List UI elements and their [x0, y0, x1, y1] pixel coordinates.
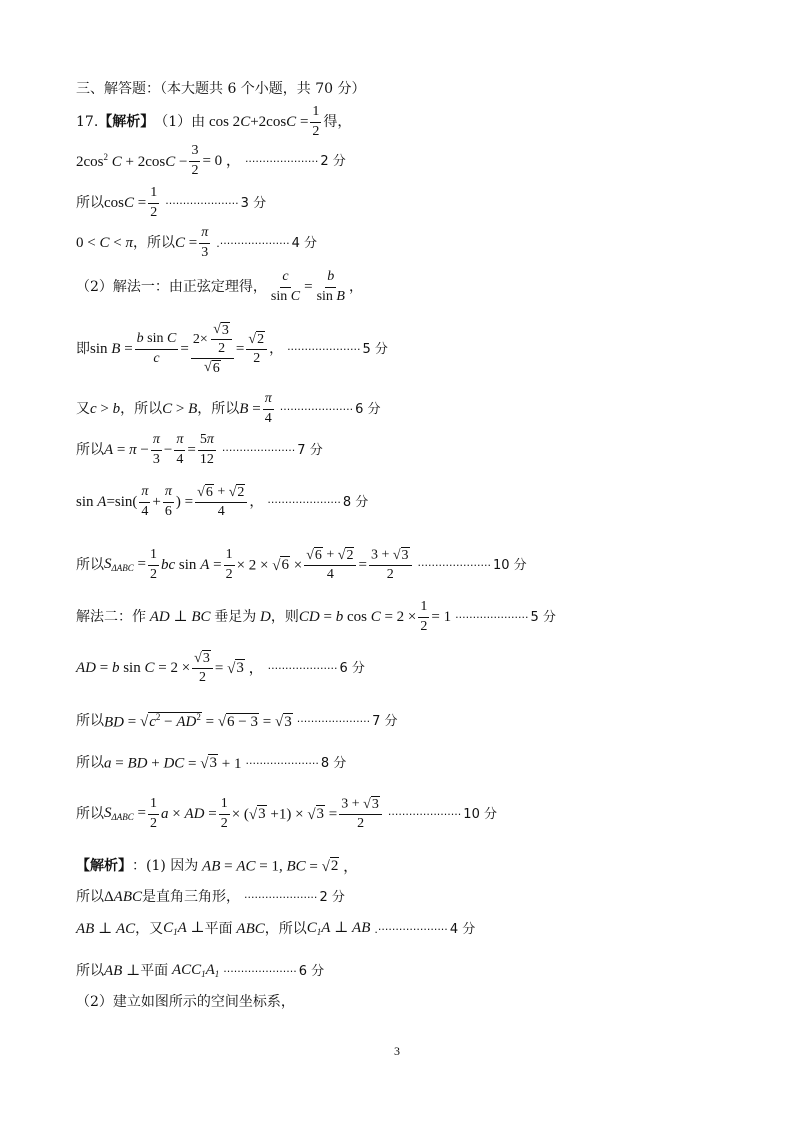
fraction: √ 6 + √ 2 4: [304, 547, 356, 582]
fraction: $\frac{1}{2}$: [420, 599, 428, 634]
formula: cos 2C+2cosC =: [208, 113, 309, 130]
q17-line-1: 17. 【解析】 （1）由 cos 2C+2cosC = $\frac{1}{2}$ 得，: [76, 104, 352, 139]
fraction: $\frac{\pi}{6}$: [164, 484, 172, 519]
fraction: $\frac{3}{2}$: [191, 143, 199, 178]
dot-leader: ·····················: [387, 807, 462, 821]
page-number: 3: [394, 1044, 400, 1058]
q17-line-4: 0 < C < π ，所以 C = $\frac{\pi}{3}$ .···················· 4 分: [76, 225, 318, 260]
q17-line-10: 所以 $S_{\Delta ABC}$ = $\frac{1}{2}$ bc sin A = $\frac{1}{2}$ × 2 × √ 6 × √ 6 + √ 2 4 = 3 + √ 3 2 ····················· 10 分: [76, 547, 527, 582]
dot-leader: ·····················: [296, 714, 371, 728]
dot-leader: ·····················: [221, 443, 296, 457]
dot-leader: .····················: [374, 922, 448, 936]
q18-line-2: 所以 ΔABC 是直角三角形， ····················· 2 分: [76, 888, 345, 905]
dot-leader: ·····················: [244, 890, 318, 904]
dot-leader: ·····················: [287, 342, 361, 356]
fraction: 3 + √ 3 2: [339, 796, 382, 831]
dot-leader: ·····················: [223, 964, 297, 978]
fraction: √ 2 2: [246, 331, 267, 366]
fraction: $\frac{\pi}{3}$: [152, 432, 160, 467]
fraction: $\frac{1}{2}$: [225, 547, 233, 582]
q17-line-7: 又 c > b ，所以 C > B ，所以 B = $\frac{\pi}{4}$ ····················· 6 分: [76, 391, 381, 426]
fraction: √ 3 2: [192, 650, 213, 685]
q17-line-5: （2）解法一：由正弦定理得， $\frac{c}{\text{sin C}}$ = $\frac{b}{\text{sin B}}$ ，: [76, 269, 363, 304]
formula: $2\cos^2$ C + 2cosC −: [76, 151, 188, 170]
q18-line-4: 所以 AB ⊥ 平面 $ACC_1A_1$ ····················· 6 分: [76, 962, 325, 979]
dot-leader: ·····················: [267, 495, 341, 509]
q17-line-12: AD = b sin C = 2 × √ 3 2 = √ 3 ， ···················· 6 分: [76, 650, 365, 685]
q17-line-8: 所以 A = π − $\frac{\pi}{3}$ − $\frac{\pi}{4}$ = $\frac{5\pi}{12}$ ····················· 7 分: [76, 432, 323, 467]
fraction: 3 + √ 3 2: [369, 547, 412, 582]
fraction: $\frac{1}{2}$: [220, 796, 228, 831]
q17-line-14: 所以 a = BD + DC = √ 3 + 1 ····················· 8 分: [76, 755, 347, 772]
q17-line-13: 所以 BD = √ $c^2 - AD^2$ = √ 6 − 3 = √ 3 ····················· 7 分: [76, 711, 398, 731]
q18-line-5: （2）建立如图所示的空间坐标系，: [76, 994, 295, 1010]
q17-line-2: $2\cos^2$ C + 2cosC − $\frac{3}{2}$ = 0 ， ····················· 2 分: [76, 143, 346, 178]
fraction: $\frac{\pi}{4}$: [176, 432, 184, 467]
fraction: $\frac{\pi}{3}$: [201, 225, 209, 260]
fraction: 2× √ 3 2 √ 6: [191, 322, 234, 377]
q18-line-3: AB ⊥ AC ，又 $C_1A$ ⊥ 平面 ABC ，所以 $C_1A$ ⊥ AB .···················· 4 分: [76, 920, 476, 937]
fraction: $\frac{\text{b sin C}}{c}$: [136, 331, 177, 366]
fraction: $\frac{b}{\text{sin B}}$: [316, 269, 345, 304]
dot-leader: ·····················: [279, 402, 354, 416]
fraction: $\frac{1}{2}$: [150, 796, 157, 831]
dot-leader: ····················: [267, 661, 338, 675]
q17-line-9: sin A=sin( $\frac{\pi}{4}$ + $\frac{\pi}{6}$ ) = √ 6 + √ 2 4 ， ····················· 8 分: [76, 484, 369, 519]
fraction: $\frac{1}{2}$: [312, 104, 320, 139]
dot-leader: ·····················: [245, 756, 319, 770]
q17-line-15: 所以 $S_{\Delta ABC}$ = $\frac{1}{2}$ a × AD = $\frac{1}{2}$ × (√ 3 +1) × √ 3 = 3 + √ 3 2 ····················· 10 分: [76, 796, 497, 831]
formula: 0 < C < π: [76, 234, 133, 251]
dot-leader: .····················: [216, 236, 290, 250]
q17-line-3: 所以 cosC = $\frac{1}{2}$ ····················· 3 分: [76, 185, 267, 220]
fraction: $\frac{5\pi}{12}$: [199, 432, 214, 467]
fraction: $\frac{1}{2}$: [150, 185, 158, 220]
section-title: 三、解答题：（本大题共 6 个小题，共 70 分）: [76, 81, 366, 97]
fraction: $\frac{\pi}{4}$: [141, 484, 149, 519]
formula: cosC =: [104, 194, 147, 211]
q17-line-11: 解法二：作 AD ⊥ BC 垂足为 D ，则 CD = b cos C = 2 × $\frac{1}{2}$ = 1 ····················· 5 分: [76, 599, 556, 634]
fraction: $\frac{c}{\text{sin C}}$: [270, 269, 301, 304]
q18-line-1: 【解析】 ：(1) 因为 AB = AC = 1, BC = √ 2 ，: [76, 858, 359, 875]
q17-line-6: 即 sin B = $\frac{\text{b sin C}}{c}$ = 2× √ 3 2 √ 6 = √ 2 2 ， ····················· 5 分: [76, 321, 388, 377]
dot-leader: ·····················: [417, 558, 491, 572]
fraction: $\frac{\pi}{4}$: [264, 391, 272, 426]
dot-leader: ·····················: [244, 154, 319, 168]
dot-leader: ·····················: [165, 196, 239, 210]
fraction: √ 6 + √ 2 4: [195, 484, 247, 519]
fraction: $\frac{1}{2}$: [150, 547, 157, 582]
dot-leader: ·····················: [455, 610, 529, 624]
